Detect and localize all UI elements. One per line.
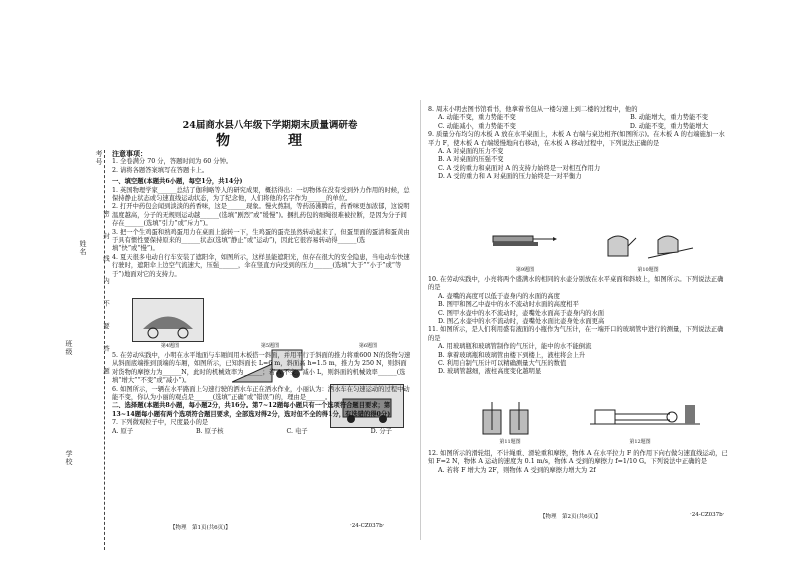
q11-option: D. 玻璃管越细，液柱高度变化越明显 bbox=[438, 368, 542, 376]
q8-option: B. 动能增大，重力势能不变 bbox=[630, 114, 708, 122]
binding-line bbox=[104, 150, 105, 550]
q9-option: D. A 受的重力和 A 对桌面的压力始终是一对平衡力 bbox=[438, 173, 582, 181]
left-page-footer: 【物理 第1页(共6页)】 bbox=[170, 525, 231, 531]
q9-option: C. A 受的重力和桌面对 A 的支持力始终是一对相互作用力 bbox=[438, 164, 601, 172]
right-page-code: ·24-CZ037b· bbox=[690, 512, 725, 518]
q8-options-row2 bbox=[428, 123, 728, 131]
left-page-code: ·24-CZ037b· bbox=[350, 523, 385, 529]
class-label: 班级 bbox=[65, 340, 73, 356]
q9-option: A. A 对桌面的压力不变 bbox=[438, 148, 504, 156]
question-8: 8. 周末小明去图书馆看书，他拿着书包从一楼匀速上到二楼的过程中，他的 bbox=[428, 106, 638, 113]
q8-option: C. 动能减小，重力势能不变 bbox=[438, 122, 516, 130]
figure-6-caption: 第6题图 bbox=[358, 343, 378, 349]
question-10: 10. 在劳动实践中，小亮将两个盛满水的相同的水壶分别放在水平桌面和斜坡上，如图所示。下列说法正确的是 bbox=[428, 276, 724, 292]
kettles-illustration bbox=[598, 226, 698, 260]
q8-option: A. 动能不变，重力势能不变 bbox=[438, 114, 516, 122]
figure-9 bbox=[488, 226, 558, 256]
subject-title: 物 理 bbox=[216, 133, 324, 149]
scooter-illustration bbox=[133, 299, 203, 341]
q8-options-row1 bbox=[428, 114, 728, 122]
question-4: 4. 夏天很多电动自行车安装了遮阳伞，如图所示，这样虽能遮阳光，但存在很大的安全隐患，当电动车快速行驶时，遮阳伞上边空气流速大，压强______，伞在竖直方向受到的压力______(选填“大于”“小于”或“等于”)地面对它的支持力。 bbox=[112, 253, 410, 278]
notice-item: 1. 全卷满分 70 分，答题时间为 60 分钟。 bbox=[112, 158, 233, 166]
q7-option: C. 电子 bbox=[286, 427, 308, 435]
question-3: 3. 把一个生鸡蛋和熟鸡蛋用力在桌面上旋转一下，生鸡蛋的蛋壳虽然转动起来了，但蛋里面的蛋清和蛋黄由于具有惯性要保持原来的______状态(选填“静止”或“运动”)，因此它很容易转动得______(选填“快”或“慢”)。 bbox=[112, 228, 410, 253]
q11-option: A. 用玻璃瓶和玻璃管制作的气压计，能中的水不能倒流 bbox=[438, 343, 592, 351]
figure-12 bbox=[590, 400, 700, 430]
q9-option: B. A 对桌面的压强不变 bbox=[438, 156, 504, 164]
question-7-options bbox=[112, 428, 412, 436]
fold-notice: 密 封 线 内 不 要 答 题 bbox=[102, 210, 110, 375]
left-column bbox=[112, 150, 412, 279]
q7-option: D. 分子 bbox=[370, 427, 392, 435]
section2-heading: 二、选择题(本题共8小题，每小题2分，共16分。第7~12题每小题只有一个选项符合题目要求；第13~14题每小题有两个选项符合题目要求，全部选对得2分，选对但不全的得1分，有选错的得0分) bbox=[112, 402, 391, 418]
notice-heading: 注意事项： bbox=[112, 149, 147, 158]
q11-option: B. 拿着玻璃瓶和玻璃管由楼下到楼上，液柱将会上升 bbox=[438, 351, 586, 359]
name-label: 姓名 bbox=[79, 240, 87, 256]
q10-option: B. 图甲和图乙中壶中的水不流动时水面的高度相平 bbox=[438, 301, 579, 309]
page-divider bbox=[420, 100, 421, 540]
board-on-table-illustration bbox=[488, 226, 558, 256]
question-5: 5. 在劳动实践中，小明在水平地面与车厢间用木板搭一斜面，并用平行于斜面的推力将重600 N的货物匀速从斜面底端推到顶端的车厢，如图所示，已知斜面长 L=6 m，斜面高 h=1.5 m，推力为 250 N，则斜面对货物的摩擦力为______N，此时的机械效率为______；若 A 不变，减小 L，则斜面的机械效率______(选填“增大”“不变”或“减小”)。 bbox=[112, 352, 411, 385]
figure-11 bbox=[478, 400, 538, 436]
figure-12-caption: 第12题图 bbox=[629, 439, 651, 445]
right-column-mid bbox=[428, 276, 728, 377]
binding-margin bbox=[42, 150, 112, 550]
pulley-illustration bbox=[590, 400, 700, 430]
q7-option: B. 原子核 bbox=[196, 427, 224, 435]
exam-no-label: 考号 bbox=[95, 150, 103, 166]
right-column-lower bbox=[428, 450, 728, 475]
q11-option: C. 利用自制气压计可以精确测量大气压的数值 bbox=[438, 360, 567, 368]
question-9: 9. 质量分布均匀的木板 A 放在水平桌面上，木板 A 右端与桌边相齐(如图所示)。在木板 A 的右端施加一水平力 F，使木板 A 右端缓慢地向右移动，在木板 A 移动过程中，下列说法正确的是 bbox=[428, 131, 725, 147]
q10-option: A. 壶嘴的高度可以低于壶身内的水面的高度 bbox=[438, 292, 560, 300]
right-column bbox=[428, 106, 728, 182]
q8-option: D. 动能不变，重力势能增大 bbox=[629, 122, 708, 130]
question-1: 1. 英国物理学家______总结了伽利略等人的研究成果，概括得出：一切物体在没有受到外力作用的时候，总保持静止状态或匀速直线运动状态，为了纪念他，人们将他的名字作为______的单位。 bbox=[112, 186, 410, 203]
notice-item: 2. 请将各题答案填写在答题卡上。 bbox=[112, 166, 209, 174]
q10-option: D. 图乙水壶中的水不流动时，壶嘴处水面比壶身处水面更高 bbox=[438, 318, 605, 326]
q12-option: A. 若将 F 增大为 2F，则物体 A 受到的摩擦力增大为 2f bbox=[438, 466, 596, 474]
question-11: 11. 如图所示，是人们利用盛有液面的小瓶作为气压计，在一端开口的玻璃管中进行的测量，下列说法正确的是 bbox=[428, 326, 724, 342]
question-7: 7. 下列微观粒子中，尺度最小的是 bbox=[112, 419, 209, 427]
exam-title: 24届商水县八年级下学期期末质量调研卷 bbox=[182, 120, 358, 131]
figure-4 bbox=[132, 298, 204, 342]
figure-9-caption: 第9题图 bbox=[515, 267, 535, 273]
barometer-bottles-illustration bbox=[478, 400, 538, 436]
question-6: 6. 如图所示，一辆在水平路面上匀速行驶的洒水车正在洒水作业，小丽认为：洒水车在匀速运动的过程中动能不变，你认为小丽的观点是______(选填“正确”或“错误”)的，理由是______。 bbox=[112, 385, 410, 402]
figure-5-caption: 第5题图 bbox=[260, 343, 280, 349]
school-label: 学校 bbox=[65, 450, 73, 466]
figure-4-caption: 第4题图 bbox=[160, 343, 180, 349]
right-page-footer: 【物理 第2页(共6页)】 bbox=[540, 514, 601, 520]
q7-option: A. 原子 bbox=[112, 427, 134, 435]
figure-10 bbox=[598, 226, 698, 260]
left-column-lower bbox=[112, 352, 412, 436]
figure-10-caption: 第10题图 bbox=[637, 267, 659, 273]
q10-option: C. 图甲水壶中的水不流动时，壶嘴处水面高于壶身内的水面 bbox=[438, 309, 605, 317]
figure-11-caption: 第11题图 bbox=[499, 439, 521, 445]
question-2: 2. 打开中药包会闻到淡淡的药香味，这是______现象。慢火熬制，等药汤沸腾后，药香味更加浓郁，这说明温度越高，分子的无规则运动越______(选填“剧烈”或“缓慢”)。捆扎药包的细绳很难被拉断，是因为分子间存在______(选填“引力”或“斥力”)。 bbox=[112, 203, 410, 228]
question-12: 12. 如图所示的滑轮组，不计绳重、滑轮重和摩擦，物体 A 在水平拉力 F 的作用下向右做匀速直线运动，已知 F=2 N，物体 A 运动的速度为 0.1 m/s，物体 A 受到的摩擦力 f=1/10 G。下列说法中正确的是 bbox=[428, 450, 728, 466]
section1-heading: 一、填空题(本题共6小题，每空1分，共14分) bbox=[112, 178, 243, 186]
